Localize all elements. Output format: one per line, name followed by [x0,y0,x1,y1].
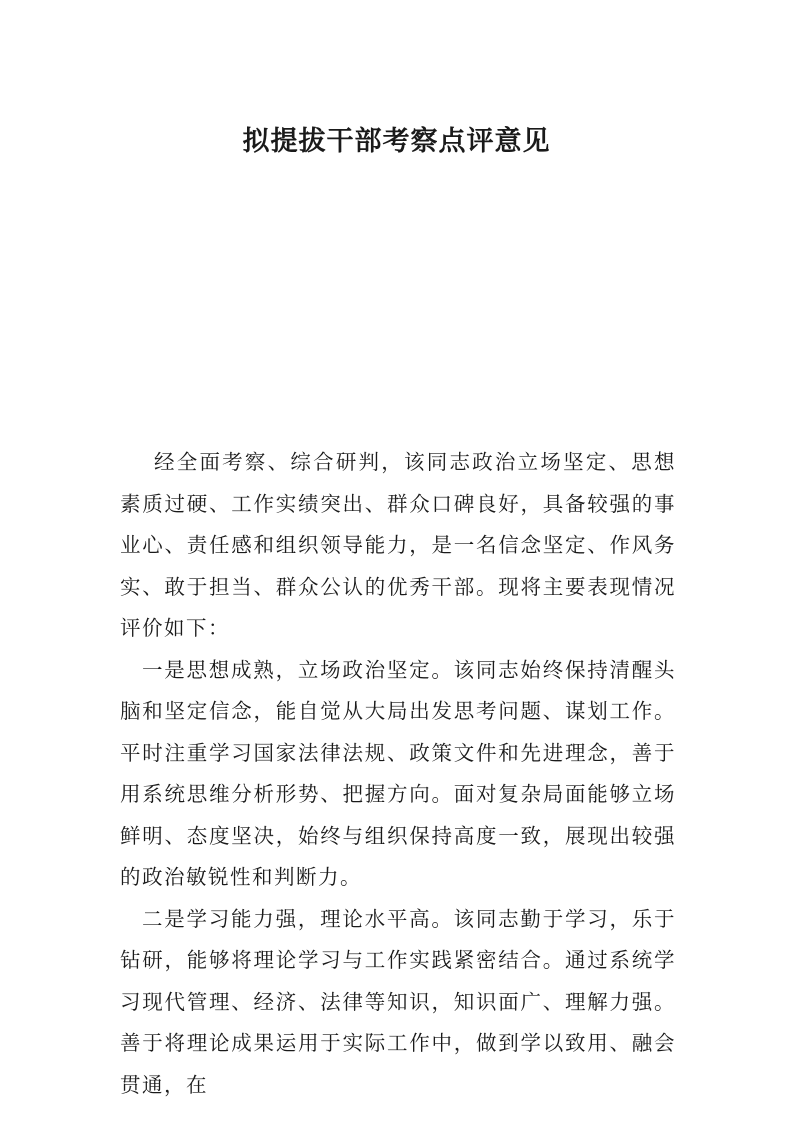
paragraph-point-two: 二是学习能力强，理论水平高。该同志勤于学习，乐于钻研，能够将理论学习与工作实践紧密结合。通过系统学习现代管理、经济、法律等知识，知识面广、理解力强。善于将理论成果运用于实际工作中，做到学以致用、融会贯通，在 [120,906,676,1097]
document-body [120,442,676,1106]
document-title: 拟提拔干部考察点评意见 [242,126,551,157]
paragraph-intro: 经全面考察、综合研判，该同志政治立场坚定、思想素质过硬、工作实绩突出、群众口碑良好，具备较强的事业心、责任感和组织领导能力，是一名信念坚定、作风务实、敢于担当、群众公认的优秀干部。现将主要表现情况评价如下： [120,450,676,640]
paragraph-point-one: 一是思想成熟，立场政治坚定。该同志始终保持清醒头脑和坚定信念，能自觉从大局出发思考问题、谋划工作。平时注重学习国家法律法规、政策文件和先进理念，善于用系统思维分析形势、把握方向。面对复杂局面能够立场鲜明、态度坚决，始终与组织保持高度一致，展现出较强的政治敏锐性和判断力。 [120,657,676,889]
